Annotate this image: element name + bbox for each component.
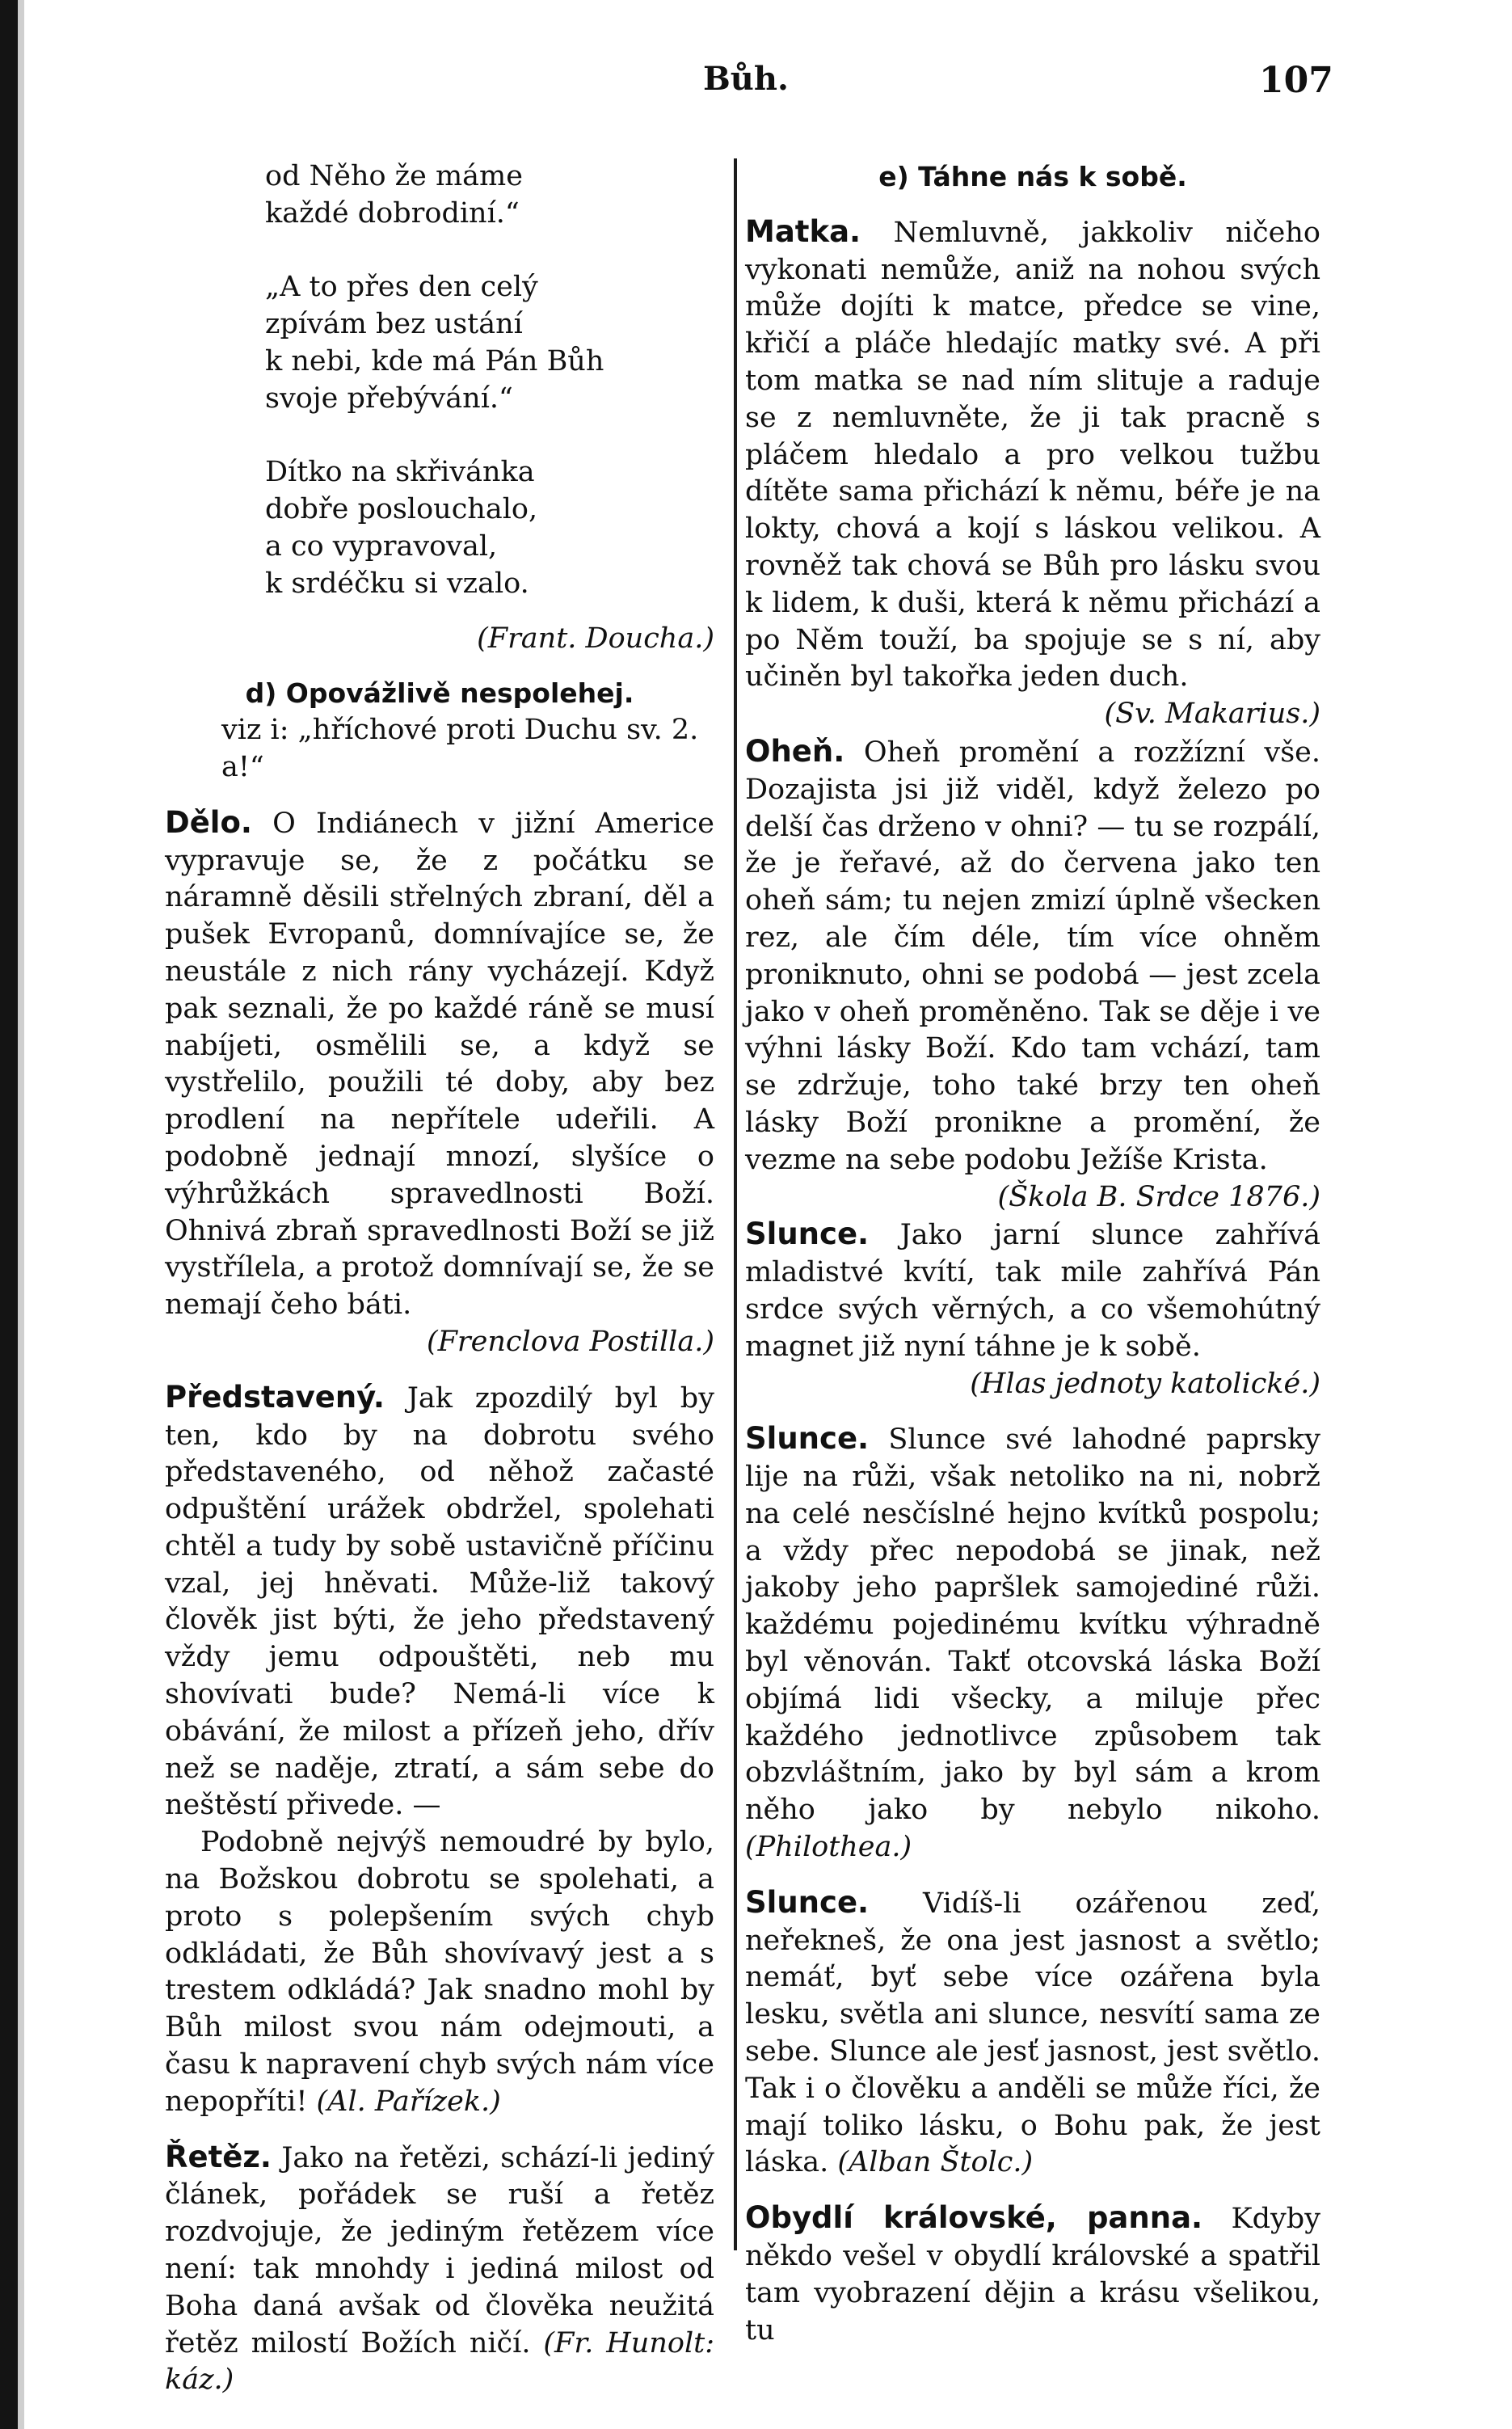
- poem-line: dobře poslouchalo,: [265, 493, 538, 526]
- poem-stanza-end: [165, 158, 714, 233]
- entry-delo: [165, 804, 714, 1324]
- entry-source: (Hlas jednoty katolické.): [970, 1367, 1320, 1400]
- poem-line: k srdéčku si vzalo.: [265, 567, 529, 600]
- entry-source: (Philothea.): [745, 1831, 912, 1864]
- entry-slunce-1: [745, 1216, 1320, 1365]
- entry-lead: Řetěz.: [165, 2139, 272, 2174]
- entry-text: Kdyby někdo vešel v obydlí královské a spatřil tam vyobrazení dějin a krásu všelikou, tu: [745, 2203, 1320, 2347]
- page-edge: [0, 0, 18, 2429]
- poem-line: zpívám bez ustání: [265, 308, 523, 341]
- entry-source: (Alban Štolc.): [837, 2146, 1034, 2179]
- entry-text: Jak zpozdilý byl by ten, kdo by na dobrotu svého představeného, od něhož začasté odpuštění urážek obdržel, spolehati chtěl a tudy by sobě ustavičně příčinu vzal, jej hněvati. Může-liž takový člověk jist býti, že jeho představený vždy jemu odpouštěti, neb mu shovívati bude? Nemá-li více k obávání, že milost a přízeň jeho, dřív než se naděje, ztratí, a sám sebe do neštěstí přivede. —: [165, 1381, 714, 1822]
- poem-line: od Něho že máme: [265, 160, 523, 192]
- cross-reference: viz i: „hříchové proti Duchu sv. 2. a!“: [221, 714, 699, 783]
- poem-line: „A to přes den celý: [265, 271, 538, 304]
- entry-lead: Představený.: [165, 1379, 385, 1415]
- running-head: Bůh.: [703, 60, 789, 98]
- section-heading-d: d) Opovážlivě nespolehej.: [245, 677, 634, 710]
- entry-lead: Matka.: [745, 213, 861, 249]
- entry-matka: [745, 213, 1320, 696]
- left-column: [165, 158, 714, 2399]
- entry-ohen: [745, 733, 1320, 1179]
- entry-source: (Škola B. Srdce 1876.): [997, 1180, 1320, 1213]
- entry-slunce-2: [745, 1420, 1320, 1866]
- entry-lead: Slunce.: [745, 1217, 870, 1252]
- poem-stanza: [165, 454, 714, 602]
- right-column: [745, 158, 1320, 2349]
- entry-text: Vidíš-li ozářenou zeď, neřekneš, že ona jest jasnost a světlo; nemáť, byť sebe více ozářena byla lesku, světla ani slunce, nesvítí sama ze sebe. Slunce ale jesť jasnost, jest světlo. Tak i o člověku a anděli se může říci, že mají toliko lásku, o Bohu pak, že jest láska.: [745, 1887, 1320, 2179]
- entry-source: (Sv. Makarius.): [1104, 698, 1320, 731]
- entry-text-continued: Podobně nejvýš nemoudré by bylo, na Božskou dobrotu se spolehati, a proto s polepšením svých chyb odkládati, že Bůh shovívavý jest a s trestem odkládá? Jak snadno mohl by Bůh milost svou nám odejmouti, a času k napravení chyb svých nám více nepopříti! (Al. Pařízek.): [165, 1826, 714, 2118]
- poem-line: a co vypravoval,: [265, 529, 498, 563]
- entry-source: (Frenclova Postilla.): [426, 1325, 714, 1358]
- page-edge-shadow: [18, 0, 24, 2429]
- entry-text: O Indiánech v jižní Americe vypravuje se, že z počátku se náramně děsili střelných zbraní, děl a pušek Evropanů, domnívajíce se, že neustále z nich rány vycházejí. Když pak seznali, že po každé ráně se musí nabíjeti, osmělili se, a když se vystřelilo, použili té doby, aby bez prodlení na nepřítele udeřili. A podobně jednají mnozí, slyšíce o výhrůžkách spravedlnosti Boží. Ohnivá zbraň spravedlnosti Boží se již vystřílela, a protož domnívají se, že se nemají čeho báti.: [165, 807, 714, 1322]
- entry-lead: Slunce.: [745, 1884, 870, 1920]
- entry-lead: Slunce.: [745, 1421, 870, 1457]
- entry-text: Jako na řetězi, schází-li jediný článek, pořádek se ruší a řetěz rozdvojuje, že jediným řetězem více není: tak mnohdy i jediná milost od Boha daná avšak od člověka neužitá řetěz milostí Božích ničí.: [165, 2141, 714, 2359]
- entry-slunce-3: [745, 1884, 1320, 2182]
- entry-lead: Oheň.: [745, 733, 845, 769]
- poem-attribution: (Frant. Doucha.): [477, 622, 714, 655]
- poem-line: k nebi, kde má Pán Bůh: [265, 344, 604, 377]
- entry-lead: Obydlí královské, panna.: [745, 2200, 1203, 2236]
- entry-source: (Fr. Hunolt: káz.): [165, 2326, 714, 2397]
- poem-line: každé dobrodiní.“: [265, 196, 520, 230]
- entry-obydli: [745, 2199, 1320, 2349]
- page-number: 107: [1259, 60, 1333, 101]
- column-divider: [734, 158, 737, 2250]
- entry-text: Jako jarní slunce zahřívá mladistvé kvítí, tak mile zahřívá Pán srdce svých věrných, a co všemohútný magnet již nyní táhne je k sobě.: [745, 1219, 1320, 1363]
- entry-text: Slunce své lahodné paprsky lije na růži, však netoliko na ni, nobrž na celé nesčíslné hejno kvítků pospolu; a vždy přec nepodobá se jinak, než jakoby jeho papršlek samojediné růži. každému pojedinému kvítku výhradně byl věnován. Takť otcovská láska Boží objímá lidi všecky, a miluje přec každého jednotlivce způsobem tak obzvláštním, jako by byl sám a krom něho jako by nebylo nikoho.: [745, 1423, 1320, 1827]
- entry-text: Oheň promění a rozžízní vše. Dozajista jsi již viděl, když železo po delší čas drženo v ohni? — tu se rozpálí, že je řeřavé, až do červena jako ten oheň sám; tu nejen zmizí úplně všecken rez, ale čím déle, tím více ohněm proniknuto, ohni se podobá — jest zcela jako v oheň proměněno. Tak se děje i ve výhni lásky Boží. Kdo tam vchází, tam se zdržuje, toho také brzy ten oheň lásky Boží pronikne a promění, že vezme na sebe podobu Ježíše Krista.: [745, 736, 1320, 1176]
- entry-text: Nemluvně, jakkoliv ničeho vykonati nemůže, aniž na nohou svých může dojíti k matce, předce se vine, křičí a pláče hledajíc matky své. A při tom matka se nad ním slituje a raduje se z nemluvněte, že ji tak pracně s pláčem hledalo a pro velkou tužbu dítěte sama přichází k němu, béře je na lokty, chová a kojí s láskou velikou. A rovněž tak chová se Bůh pro lásku svou k lidem, k duši, která k němu přichází a po Něm touží, ba spojuje se s ní, aby učiněn byl takořka jeden duch.: [745, 216, 1320, 694]
- entry-predstaveny: [165, 1379, 714, 1825]
- entry-lead: Dělo.: [165, 804, 252, 840]
- entry-source: (Al. Pařízek.): [316, 2085, 501, 2118]
- poem-line: Dítko na skřivánka: [265, 456, 535, 489]
- section-heading-e: e) Táhne nás k sobě.: [878, 161, 1187, 192]
- entry-retez: [165, 2139, 714, 2400]
- poem-stanza: [165, 269, 714, 417]
- poem-line: svoje přebývání.“: [265, 382, 513, 415]
